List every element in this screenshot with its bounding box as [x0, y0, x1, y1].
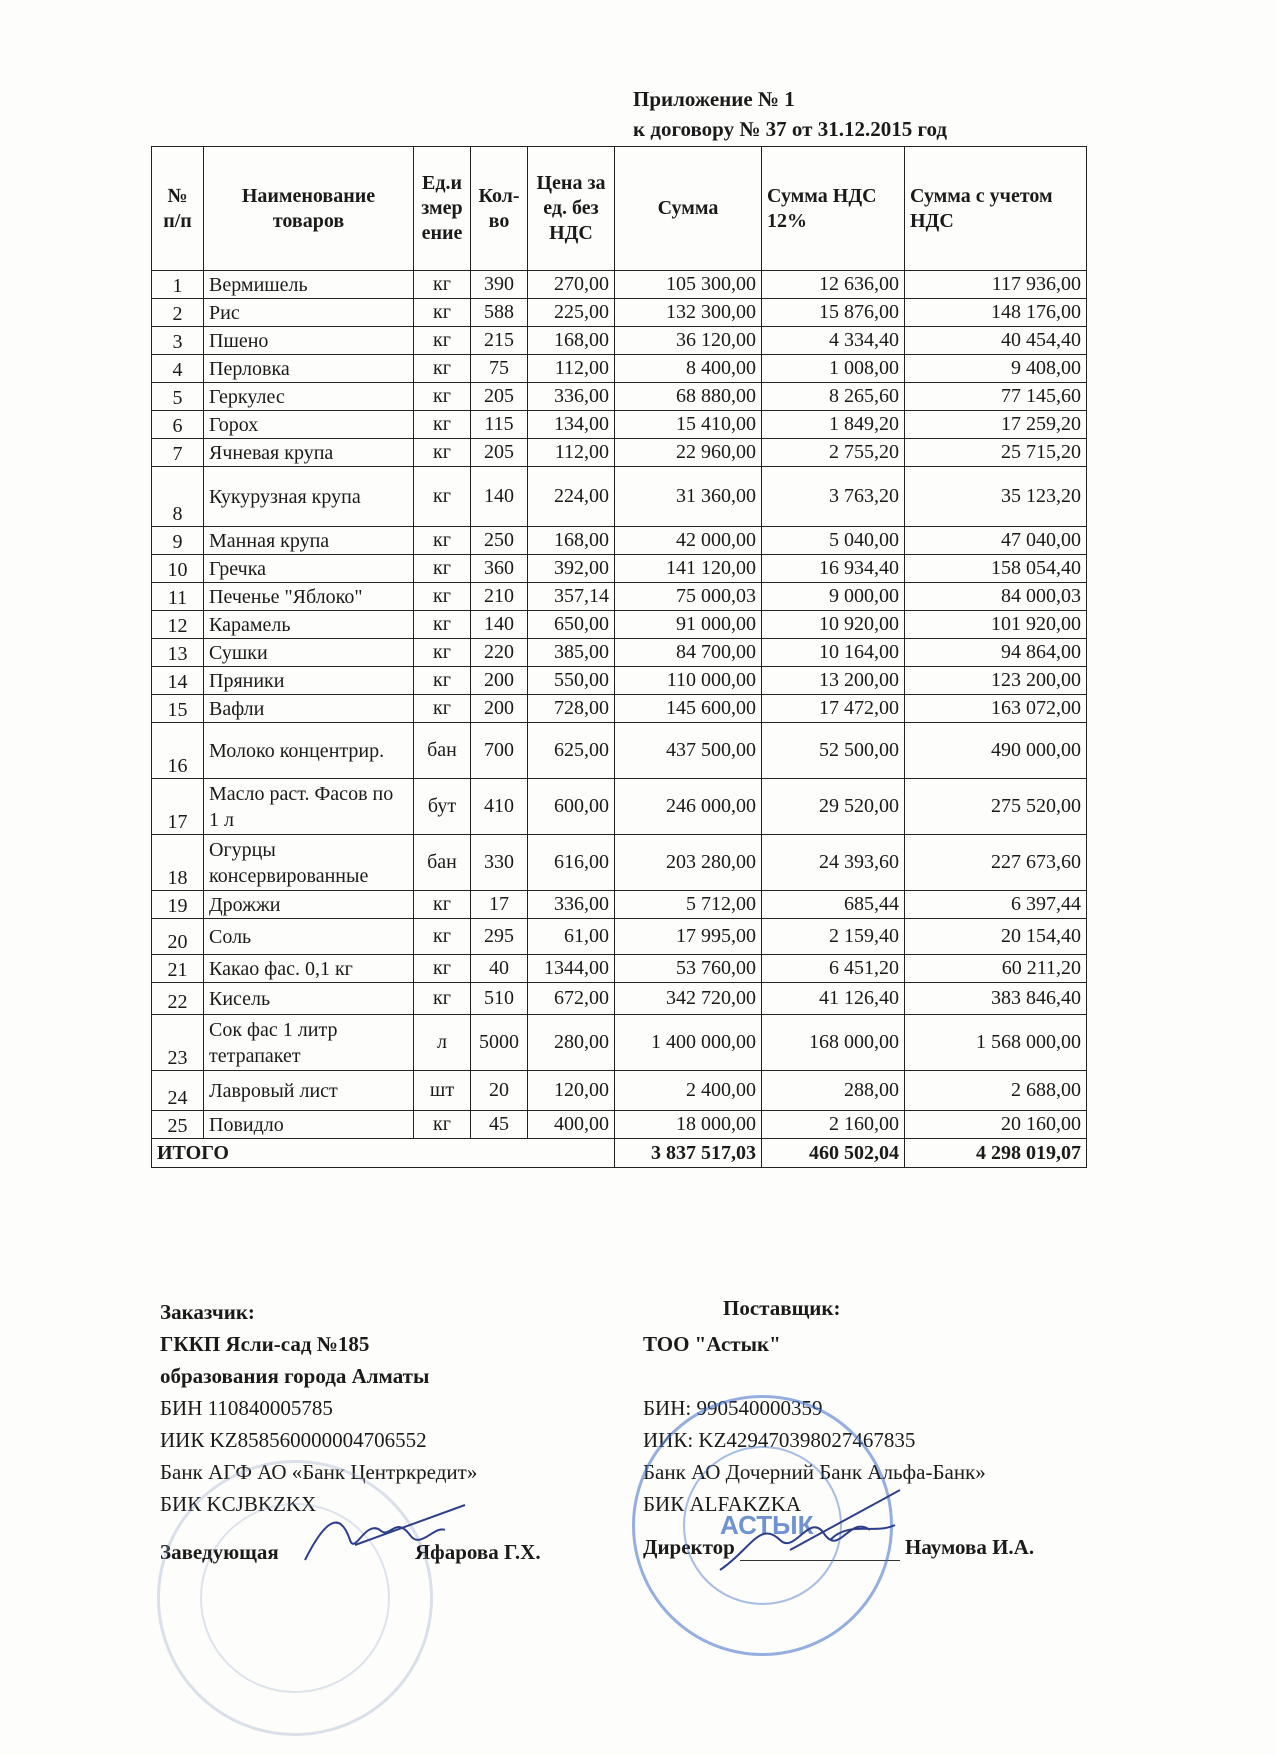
- vat-amount: 10 164,00: [762, 639, 905, 667]
- total-with-vat: 84 000,03: [905, 583, 1087, 611]
- unit-price: 224,00: [528, 467, 615, 527]
- total-with-vat: 117 936,00: [905, 271, 1087, 299]
- unit-price: 112,00: [528, 355, 615, 383]
- unit-of-measure: кг: [414, 527, 471, 555]
- totals-vat: 460 502,04: [762, 1139, 905, 1168]
- vat-amount: 29 520,00: [762, 779, 905, 835]
- quantity: 210: [471, 583, 528, 611]
- row-number: 23: [152, 1015, 204, 1071]
- row-number: 14: [152, 667, 204, 695]
- quantity: 140: [471, 611, 528, 639]
- product-name: Огурцы консервированные: [204, 835, 414, 891]
- supplier-bank: Банк АО Дочерний Банк Альфа-Банк»: [643, 1460, 986, 1484]
- quantity: 390: [471, 271, 528, 299]
- quantity: 410: [471, 779, 528, 835]
- row-number: 8: [152, 467, 204, 527]
- col-header-qty: Кол-во: [471, 147, 528, 271]
- vat-amount: 685,44: [762, 891, 905, 919]
- supplier-position: Директор: [643, 1535, 735, 1559]
- quantity: 17: [471, 891, 528, 919]
- vat-amount: 10 920,00: [762, 611, 905, 639]
- quantity: 115: [471, 411, 528, 439]
- total-with-vat: 17 259,20: [905, 411, 1087, 439]
- unit-price: 336,00: [528, 891, 615, 919]
- product-name: Горох: [204, 411, 414, 439]
- table-row: [152, 555, 1087, 583]
- unit-price: 336,00: [528, 383, 615, 411]
- total-with-vat: 383 846,40: [905, 983, 1087, 1015]
- supplier-org-name: ТОО "Астык": [643, 1332, 781, 1356]
- amount: 105 300,00: [615, 271, 762, 299]
- supplier-signature: [700, 1480, 920, 1590]
- row-number: 6: [152, 411, 204, 439]
- table-row: [152, 611, 1087, 639]
- unit-price: 280,00: [528, 1015, 615, 1071]
- product-name: Кисель: [204, 983, 414, 1015]
- col-header-sum: Сумма: [615, 147, 762, 271]
- product-name: Пряники: [204, 667, 414, 695]
- total-with-vat: 275 520,00: [905, 779, 1087, 835]
- product-name: Карамель: [204, 611, 414, 639]
- table-row: [152, 639, 1087, 667]
- unit-of-measure: кг: [414, 891, 471, 919]
- total-with-vat: 20 154,40: [905, 919, 1087, 955]
- row-number: 19: [152, 891, 204, 919]
- table-row: [152, 667, 1087, 695]
- customer-position: Заведующая: [160, 1540, 279, 1564]
- total-with-vat: 227 673,60: [905, 835, 1087, 891]
- customer-title: Заказчик:: [160, 1300, 255, 1324]
- quantity: 45: [471, 1111, 528, 1139]
- unit-of-measure: кг: [414, 667, 471, 695]
- table-row: [152, 583, 1087, 611]
- total-with-vat: 6 397,44: [905, 891, 1087, 919]
- quantity: 700: [471, 723, 528, 779]
- table-row: [152, 955, 1087, 983]
- table-row: [152, 383, 1087, 411]
- vat-amount: 2 160,00: [762, 1111, 905, 1139]
- unit-of-measure: кг: [414, 955, 471, 983]
- total-with-vat: 101 920,00: [905, 611, 1087, 639]
- product-name: Пшено: [204, 327, 414, 355]
- row-number: 7: [152, 439, 204, 467]
- unit-of-measure: бан: [414, 723, 471, 779]
- vat-amount: 168 000,00: [762, 1015, 905, 1071]
- quantity: 200: [471, 667, 528, 695]
- unit-of-measure: кг: [414, 1111, 471, 1139]
- row-number: 15: [152, 695, 204, 723]
- unit-price: 168,00: [528, 327, 615, 355]
- contract-reference: к договору № 37 от 31.12.2015 год: [633, 117, 947, 141]
- table-row: [152, 779, 1087, 835]
- unit-price: 616,00: [528, 835, 615, 891]
- total-with-vat: 35 123,20: [905, 467, 1087, 527]
- quantity: 5000: [471, 1015, 528, 1071]
- row-number: 1: [152, 271, 204, 299]
- table-row: [152, 327, 1087, 355]
- amount: 91 000,00: [615, 611, 762, 639]
- vat-amount: 13 200,00: [762, 667, 905, 695]
- vat-amount: 24 393,60: [762, 835, 905, 891]
- unit-of-measure: шт: [414, 1071, 471, 1111]
- customer-signature: [295, 1500, 475, 1580]
- unit-price: 728,00: [528, 695, 615, 723]
- unit-of-measure: кг: [414, 355, 471, 383]
- quantity: 330: [471, 835, 528, 891]
- vat-amount: 1 849,20: [762, 411, 905, 439]
- row-number: 5: [152, 383, 204, 411]
- total-with-vat: 163 072,00: [905, 695, 1087, 723]
- row-number: 13: [152, 639, 204, 667]
- unit-of-measure: кг: [414, 327, 471, 355]
- row-number: 4: [152, 355, 204, 383]
- unit-of-measure: кг: [414, 411, 471, 439]
- row-number: 17: [152, 779, 204, 835]
- document-header: [633, 84, 947, 144]
- quantity: 20: [471, 1071, 528, 1111]
- row-number: 12: [152, 611, 204, 639]
- quantity: 215: [471, 327, 528, 355]
- total-with-vat: 47 040,00: [905, 527, 1087, 555]
- vat-amount: 2 159,40: [762, 919, 905, 955]
- col-header-unit: Ед.и змер ение: [414, 147, 471, 271]
- amount: 22 960,00: [615, 439, 762, 467]
- amount: 84 700,00: [615, 639, 762, 667]
- product-name: Лавровый лист: [204, 1071, 414, 1111]
- unit-of-measure: кг: [414, 299, 471, 327]
- unit-of-measure: кг: [414, 383, 471, 411]
- table-row: [152, 271, 1087, 299]
- col-header-no: № п/п: [152, 147, 204, 271]
- amount: 15 410,00: [615, 411, 762, 439]
- row-number: 21: [152, 955, 204, 983]
- total-with-vat: 20 160,00: [905, 1111, 1087, 1139]
- table-row: [152, 919, 1087, 955]
- totals-sum: 3 837 517,03: [615, 1139, 762, 1168]
- unit-of-measure: кг: [414, 919, 471, 955]
- totals-total: 4 298 019,07: [905, 1139, 1087, 1168]
- table-row: [152, 411, 1087, 439]
- customer-bin: БИН 110840005785: [160, 1396, 333, 1420]
- product-name: Кукурузная крупа: [204, 467, 414, 527]
- unit-price: 357,14: [528, 583, 615, 611]
- unit-price: 625,00: [528, 723, 615, 779]
- unit-price: 168,00: [528, 527, 615, 555]
- row-number: 22: [152, 983, 204, 1015]
- unit-price: 392,00: [528, 555, 615, 583]
- unit-of-measure: бут: [414, 779, 471, 835]
- unit-of-measure: бан: [414, 835, 471, 891]
- row-number: 11: [152, 583, 204, 611]
- product-name: Перловка: [204, 355, 414, 383]
- unit-price: 400,00: [528, 1111, 615, 1139]
- unit-of-measure: кг: [414, 611, 471, 639]
- table-row: [152, 1111, 1087, 1139]
- amount: 68 880,00: [615, 383, 762, 411]
- row-number: 20: [152, 919, 204, 955]
- quantity: 200: [471, 695, 528, 723]
- supplier-iik: ИИК: KZ429470398027467835: [643, 1428, 916, 1452]
- vat-amount: 41 126,40: [762, 983, 905, 1015]
- total-with-vat: 158 054,40: [905, 555, 1087, 583]
- amount: 31 360,00: [615, 467, 762, 527]
- product-name: Сок фас 1 литр тетрапакет: [204, 1015, 414, 1071]
- product-name: Масло раст. Фасов по 1 л: [204, 779, 414, 835]
- amount: 2 400,00: [615, 1071, 762, 1111]
- customer-org-name: ГККП Ясли-сад №185: [160, 1332, 370, 1356]
- table-row: [152, 891, 1087, 919]
- product-name: Соль: [204, 919, 414, 955]
- table-header-row: [152, 147, 1087, 271]
- table-row: [152, 467, 1087, 527]
- unit-of-measure: кг: [414, 439, 471, 467]
- product-name: Манная крупа: [204, 527, 414, 555]
- unit-price: 120,00: [528, 1071, 615, 1111]
- row-number: 10: [152, 555, 204, 583]
- amount: 53 760,00: [615, 955, 762, 983]
- quantity: 588: [471, 299, 528, 327]
- total-with-vat: 9 408,00: [905, 355, 1087, 383]
- quantity: 205: [471, 383, 528, 411]
- total-with-vat: 148 176,00: [905, 299, 1087, 327]
- row-number: 16: [152, 723, 204, 779]
- amount: 246 000,00: [615, 779, 762, 835]
- unit-price: 550,00: [528, 667, 615, 695]
- table-row: [152, 695, 1087, 723]
- unit-of-measure: кг: [414, 983, 471, 1015]
- total-with-vat: 1 568 000,00: [905, 1015, 1087, 1071]
- vat-amount: 4 334,40: [762, 327, 905, 355]
- quantity: 140: [471, 467, 528, 527]
- amount: 17 995,00: [615, 919, 762, 955]
- amount: 36 120,00: [615, 327, 762, 355]
- amount: 145 600,00: [615, 695, 762, 723]
- row-number: 24: [152, 1071, 204, 1111]
- amount: 342 720,00: [615, 983, 762, 1015]
- table-row: [152, 1071, 1087, 1111]
- amount: 110 000,00: [615, 667, 762, 695]
- unit-price: 1344,00: [528, 955, 615, 983]
- vat-amount: 16 934,40: [762, 555, 905, 583]
- col-header-name: Наименование товаров: [204, 147, 414, 271]
- row-number: 25: [152, 1111, 204, 1139]
- vat-amount: 1 008,00: [762, 355, 905, 383]
- vat-amount: 12 636,00: [762, 271, 905, 299]
- row-number: 2: [152, 299, 204, 327]
- totals-label: ИТОГО: [152, 1139, 615, 1168]
- vat-amount: 2 755,20: [762, 439, 905, 467]
- total-with-vat: 2 688,00: [905, 1071, 1087, 1111]
- customer-org-name-2: образования города Алматы: [160, 1364, 430, 1388]
- unit-of-measure: кг: [414, 555, 471, 583]
- total-with-vat: 40 454,40: [905, 327, 1087, 355]
- table-row: [152, 299, 1087, 327]
- unit-of-measure: кг: [414, 695, 471, 723]
- amount: 132 300,00: [615, 299, 762, 327]
- goods-table-body: [152, 271, 1087, 1139]
- vat-amount: 288,00: [762, 1071, 905, 1111]
- product-name: Ячневая крупа: [204, 439, 414, 467]
- total-with-vat: 94 864,00: [905, 639, 1087, 667]
- quantity: 295: [471, 919, 528, 955]
- customer-iik: ИИК KZ858560000004706552: [160, 1428, 427, 1452]
- vat-amount: 9 000,00: [762, 583, 905, 611]
- table-row: [152, 983, 1087, 1015]
- amount: 18 000,00: [615, 1111, 762, 1139]
- vat-amount: 17 472,00: [762, 695, 905, 723]
- amount: 75 000,03: [615, 583, 762, 611]
- unit-price: 134,00: [528, 411, 615, 439]
- table-row: [152, 355, 1087, 383]
- product-name: Повидло: [204, 1111, 414, 1139]
- vat-amount: 3 763,20: [762, 467, 905, 527]
- table-row: [152, 835, 1087, 891]
- product-name: Гречка: [204, 555, 414, 583]
- quantity: 205: [471, 439, 528, 467]
- unit-price: 672,00: [528, 983, 615, 1015]
- amount: 203 280,00: [615, 835, 762, 891]
- table-row: [152, 527, 1087, 555]
- product-name: Вафли: [204, 695, 414, 723]
- total-with-vat: 77 145,60: [905, 383, 1087, 411]
- unit-price: 225,00: [528, 299, 615, 327]
- table-row: [152, 1015, 1087, 1071]
- product-name: Сушки: [204, 639, 414, 667]
- table-row: [152, 439, 1087, 467]
- product-name: Печенье "Яблоко": [204, 583, 414, 611]
- unit-of-measure: кг: [414, 583, 471, 611]
- customer-bank: Банк АГФ АО «Банк Центркредит»: [160, 1460, 478, 1484]
- amount: 437 500,00: [615, 723, 762, 779]
- total-with-vat: 25 715,20: [905, 439, 1087, 467]
- quantity: 220: [471, 639, 528, 667]
- goods-table: [151, 146, 1087, 1168]
- row-number: 3: [152, 327, 204, 355]
- product-name: Молоко концентрир.: [204, 723, 414, 779]
- col-header-price: Цена за ед. без НДС: [528, 147, 615, 271]
- unit-price: 61,00: [528, 919, 615, 955]
- row-number: 18: [152, 835, 204, 891]
- unit-price: 385,00: [528, 639, 615, 667]
- supplier-bik: БИК ALFAKZKA: [643, 1492, 802, 1516]
- supplier-title: Поставщик:: [723, 1296, 841, 1320]
- quantity: 510: [471, 983, 528, 1015]
- unit-price: 112,00: [528, 439, 615, 467]
- col-header-total: Сумма с учетом НДС: [905, 147, 1087, 271]
- total-with-vat: 60 211,20: [905, 955, 1087, 983]
- unit-of-measure: л: [414, 1015, 471, 1071]
- appendix-title: Приложение № 1: [633, 87, 795, 111]
- quantity: 250: [471, 527, 528, 555]
- vat-amount: 5 040,00: [762, 527, 905, 555]
- col-header-vat: Сумма НДС 12%: [762, 147, 905, 271]
- product-name: Дрожжи: [204, 891, 414, 919]
- amount: 141 120,00: [615, 555, 762, 583]
- amount: 8 400,00: [615, 355, 762, 383]
- product-name: Какао фас. 0,1 кг: [204, 955, 414, 983]
- vat-amount: 8 265,60: [762, 383, 905, 411]
- row-number: 9: [152, 527, 204, 555]
- supplier-stamp-name: АСТЫК: [720, 1510, 814, 1540]
- total-with-vat: 490 000,00: [905, 723, 1087, 779]
- customer-bik: БИК KCJBKZKX: [160, 1492, 317, 1516]
- quantity: 360: [471, 555, 528, 583]
- vat-amount: 6 451,20: [762, 955, 905, 983]
- unit-of-measure: кг: [414, 467, 471, 527]
- product-name: Рис: [204, 299, 414, 327]
- table-row: [152, 723, 1087, 779]
- amount: 5 712,00: [615, 891, 762, 919]
- customer-signer: Яфарова Г.Х.: [415, 1540, 541, 1564]
- product-name: Вермишель: [204, 271, 414, 299]
- vat-amount: 52 500,00: [762, 723, 905, 779]
- unit-of-measure: кг: [414, 271, 471, 299]
- unit-price: 650,00: [528, 611, 615, 639]
- quantity: 40: [471, 955, 528, 983]
- totals-row: [152, 1139, 1087, 1168]
- vat-amount: 15 876,00: [762, 299, 905, 327]
- amount: 42 000,00: [615, 527, 762, 555]
- supplier-bin: БИН: 990540000359: [643, 1396, 823, 1420]
- unit-price: 270,00: [528, 271, 615, 299]
- supplier-signer: Наумова И.А.: [905, 1535, 1035, 1559]
- total-with-vat: 123 200,00: [905, 667, 1087, 695]
- unit-price: 600,00: [528, 779, 615, 835]
- amount: 1 400 000,00: [615, 1015, 762, 1071]
- product-name: Геркулес: [204, 383, 414, 411]
- quantity: 75: [471, 355, 528, 383]
- unit-of-measure: кг: [414, 639, 471, 667]
